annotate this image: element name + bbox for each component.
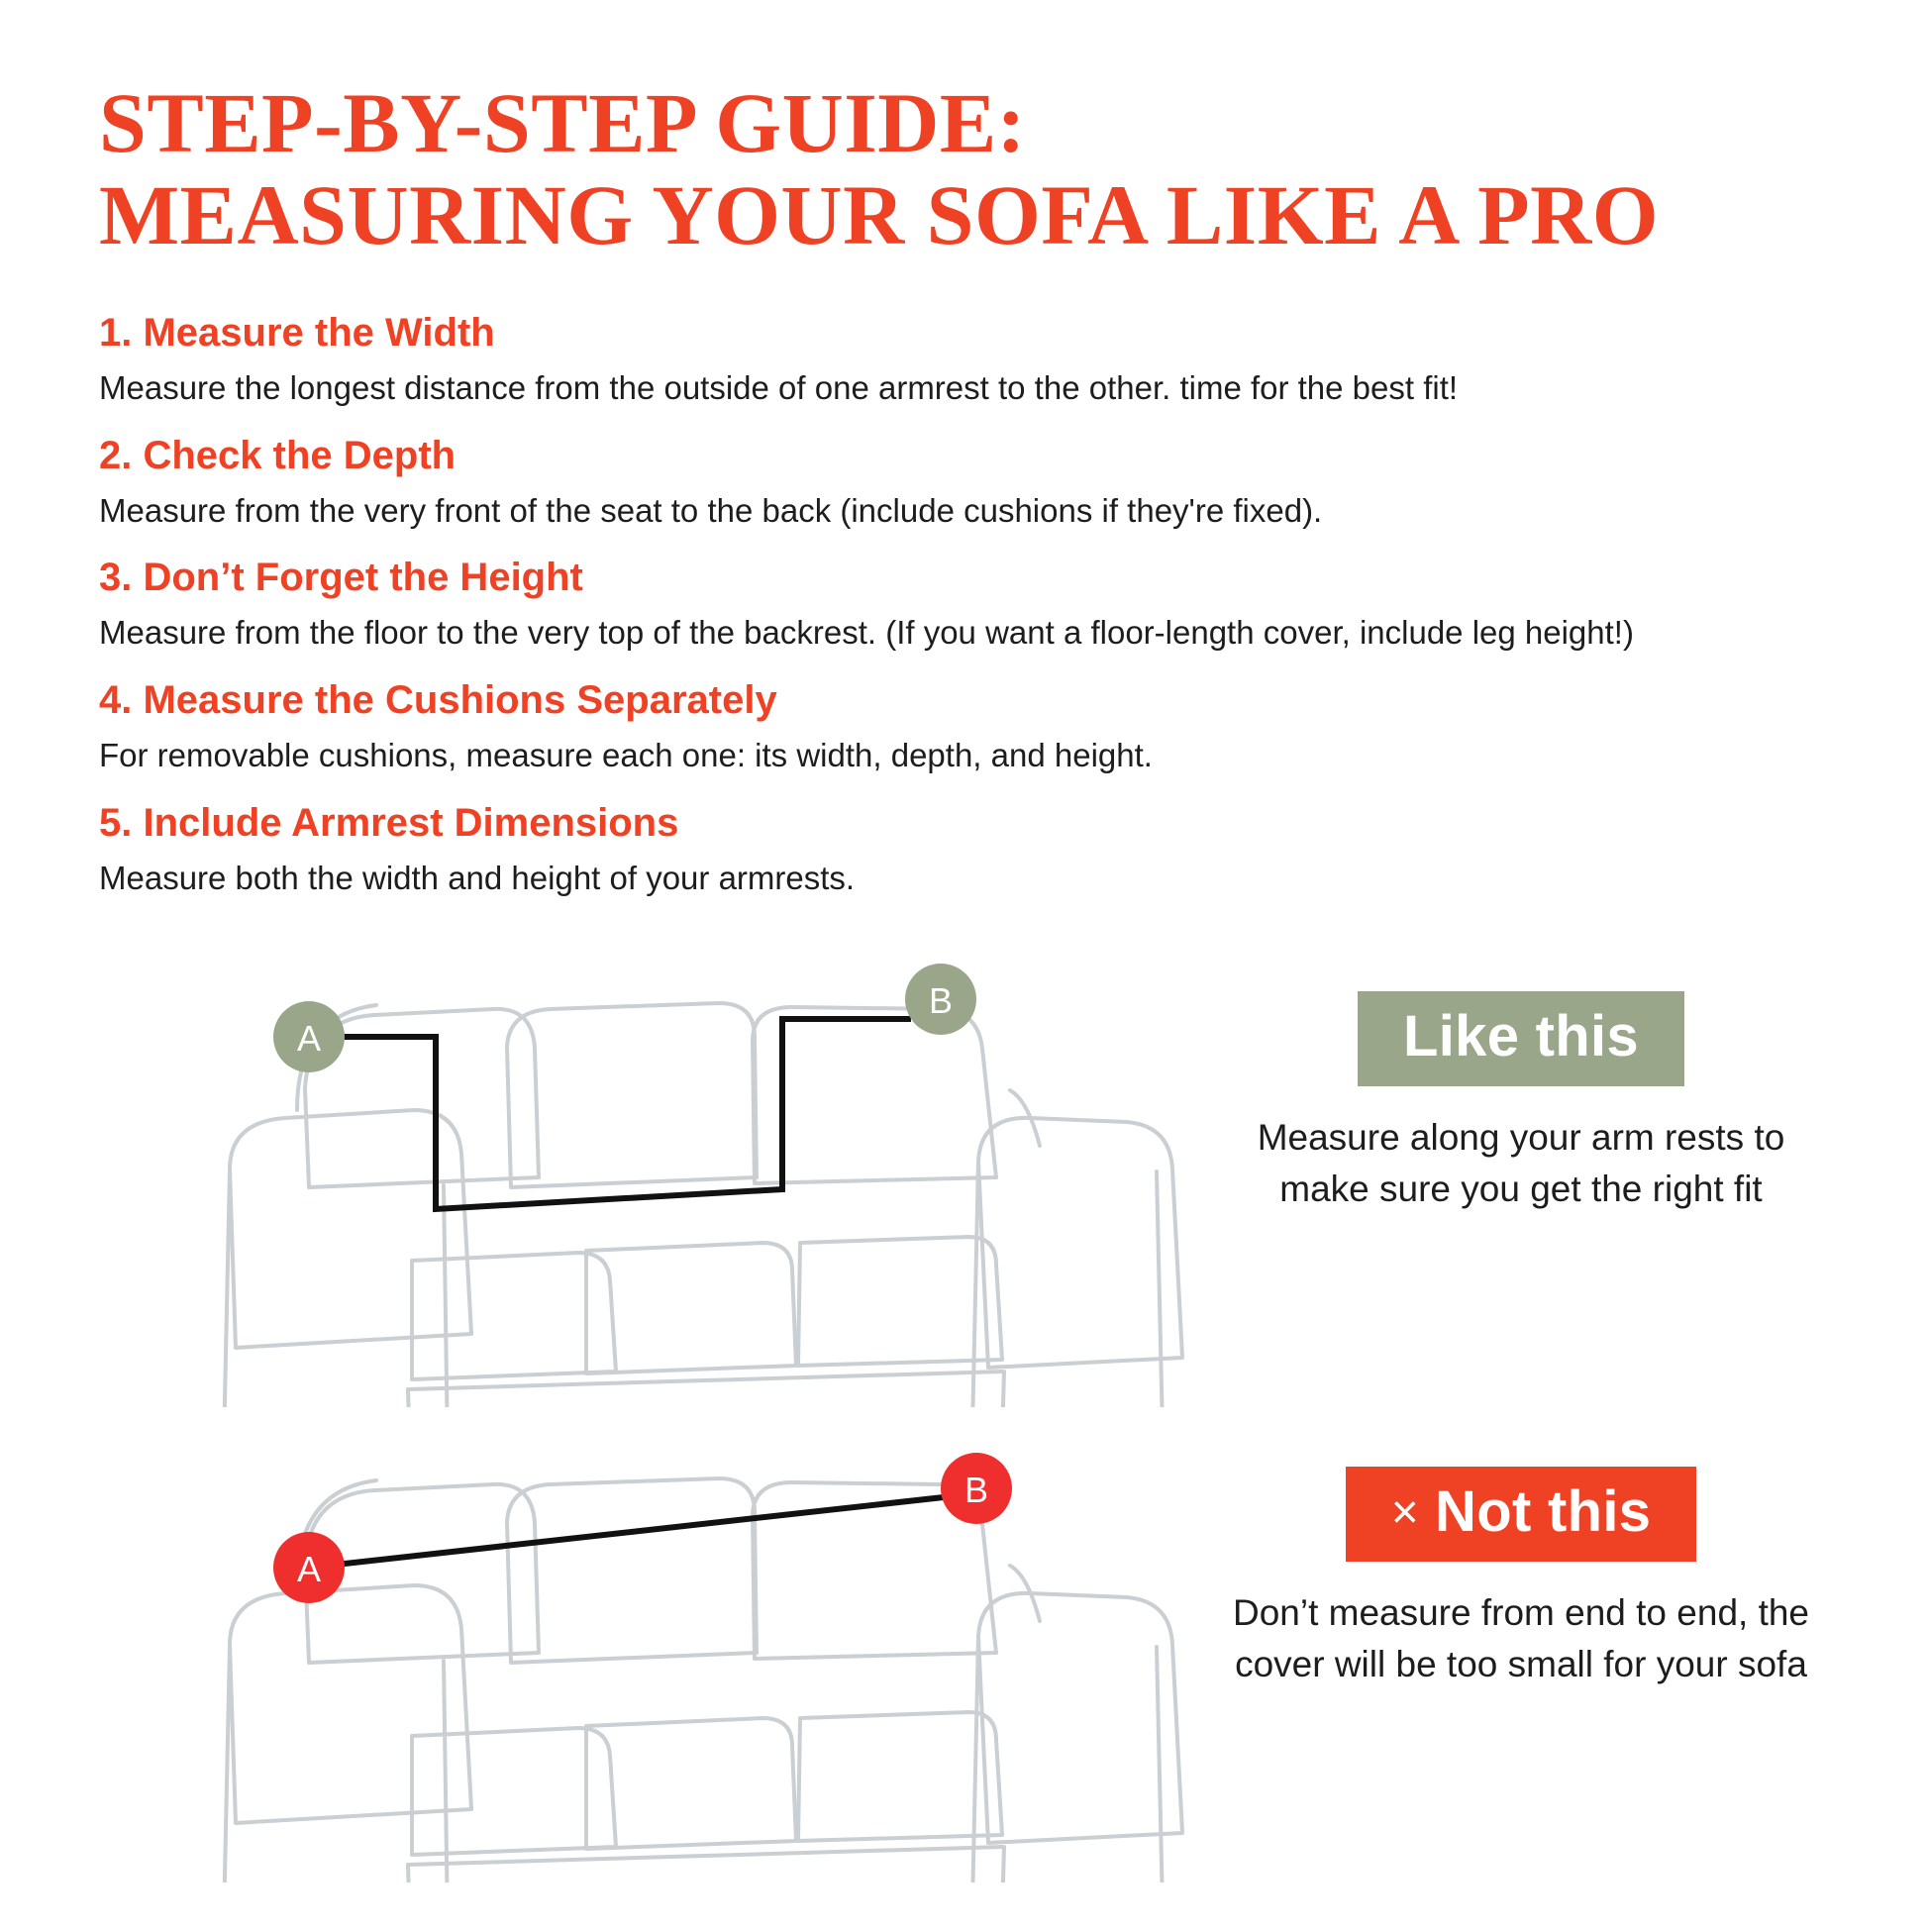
marker-b-incorrect — [941, 1453, 1012, 1524]
marker-a-incorrect — [273, 1532, 345, 1603]
callout-like-this-text: Measure along your arm rests to make sure you get the right fit — [1257, 1116, 1785, 1210]
callout-like-this — [1214, 991, 1828, 1216]
title-line-2: MEASURING YOUR SOFA LIKE A PRO — [99, 166, 1660, 262]
step-3-heading: 3. Don’t Forget the Height — [99, 556, 583, 600]
svg-text:A: A — [296, 1548, 322, 1589]
sofa-illustration-correct — [158, 942, 1208, 1407]
sofa-illustration-incorrect — [158, 1417, 1208, 1882]
illustration-area — [99, 942, 1828, 1932]
step-1-body: Measure the longest distance from the outside of one armrest to the other. time for the best fit! — [99, 368, 1459, 406]
step-3-body: Measure from the floor to the very top of the backrest. (If you want a floor-length cover, include leg height!) — [99, 614, 1634, 652]
step-5-body: Measure both the width and height of your armrests. — [99, 860, 856, 897]
marker-a-correct — [273, 1001, 345, 1072]
steps-list — [99, 303, 1828, 902]
step-item-4 — [99, 670, 1828, 779]
sofa-diagram-correct — [158, 942, 1208, 1412]
step-5-heading: 5. Include Armrest Dimensions — [99, 801, 679, 846]
close-icon: × — [1390, 1485, 1420, 1539]
marker-b-correct — [905, 964, 976, 1035]
badge-not-this-label: Not this — [1435, 1478, 1652, 1544]
step-1-heading: 1. Measure the Width — [99, 310, 495, 355]
callout-not-this-text: Don’t measure from end to end, the cover will be too small for your sofa — [1232, 1591, 1810, 1685]
callout-not-this — [1214, 1467, 1828, 1691]
title-line-1: STEP-BY-STEP GUIDE: — [99, 75, 1026, 170]
step-item-3 — [99, 548, 1828, 657]
page-title — [99, 0, 1828, 261]
svg-text:A: A — [296, 1017, 322, 1059]
measure-line-incorrect — [309, 1494, 970, 1568]
step-item-1 — [99, 303, 1828, 412]
badge-not-this — [1346, 1467, 1697, 1562]
badge-like-this: Like this — [1358, 991, 1684, 1086]
svg-text:B: B — [964, 1469, 989, 1510]
step-2-body: Measure from the very front of the seat to the back (include cushions if they're fixed). — [99, 491, 1323, 529]
step-item-2 — [99, 426, 1828, 535]
step-item-5 — [99, 793, 1828, 902]
svg-text:B: B — [928, 979, 954, 1021]
sofa-diagram-incorrect — [158, 1417, 1208, 1887]
step-2-heading: 2. Check the Depth — [99, 433, 456, 477]
step-4-body: For removable cushions, measure each one: its width, depth, and height. — [99, 737, 1153, 774]
step-4-heading: 4. Measure the Cushions Separately — [99, 678, 777, 723]
